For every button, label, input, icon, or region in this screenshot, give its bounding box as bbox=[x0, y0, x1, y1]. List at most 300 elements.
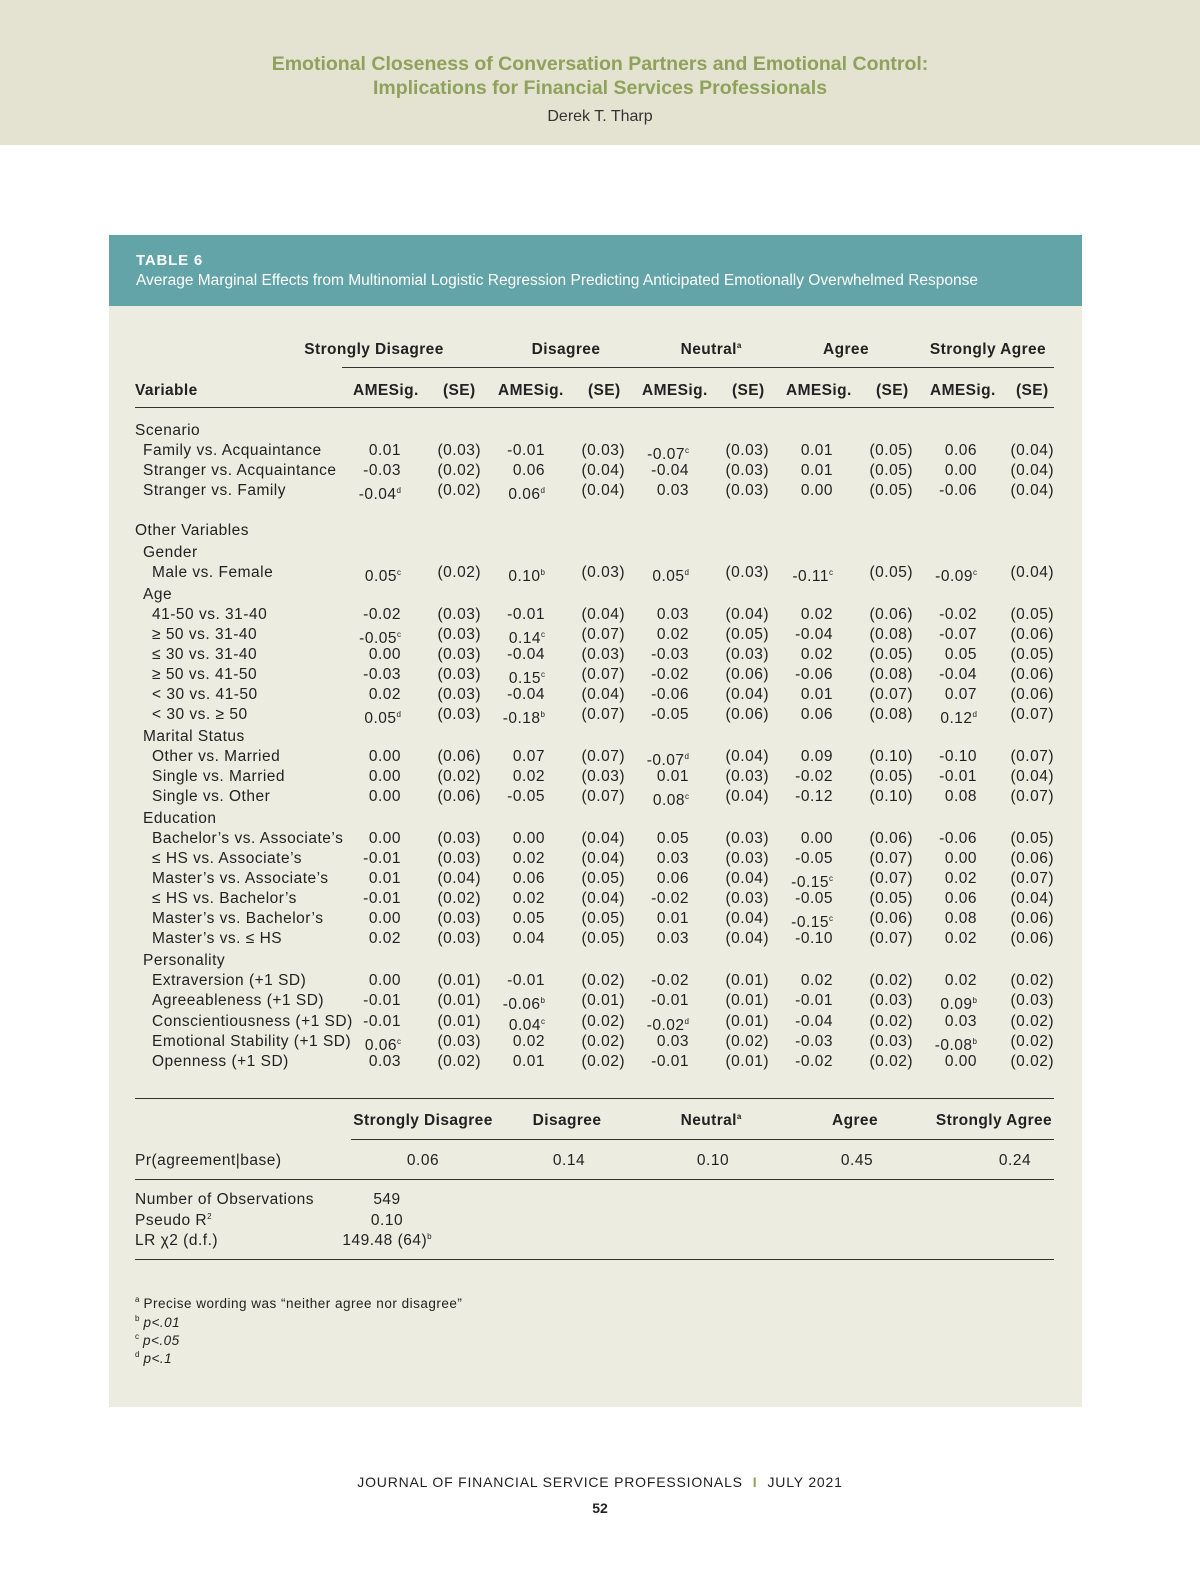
ame-number: 0.01 bbox=[800, 462, 833, 479]
row-label: Master’s vs. Bachelor’s bbox=[152, 910, 324, 927]
se-value: (0.05) bbox=[869, 482, 913, 499]
ame-number: 0.10 bbox=[508, 568, 541, 585]
ame-value bbox=[939, 481, 977, 501]
ame-value bbox=[945, 1052, 977, 1072]
ame-number: 0.02 bbox=[512, 850, 545, 867]
model-stat-label-text: LR χ2 (d.f.) bbox=[135, 1232, 219, 1249]
footnote-text: Precise wording was “neither agree nor disagree” bbox=[143, 1296, 463, 1311]
row-label: Stranger vs. Family bbox=[143, 482, 287, 499]
ame-value bbox=[651, 991, 689, 1011]
ame-number: 0.05 bbox=[364, 568, 397, 585]
se-value: (0.03) bbox=[869, 992, 913, 1009]
base-probability-value: 0.45 bbox=[840, 1152, 874, 1169]
se-value: (0.06) bbox=[437, 748, 481, 765]
se-value: (0.02) bbox=[869, 1053, 913, 1070]
base-probability-value: 0.06 bbox=[406, 1152, 440, 1169]
significance-mark: c bbox=[685, 446, 689, 455]
se-value: (0.04) bbox=[1010, 442, 1054, 459]
ame-number: -0.03 bbox=[363, 462, 401, 479]
ame-column-header: AMESig. bbox=[786, 382, 852, 399]
se-value: (0.07) bbox=[1010, 870, 1054, 887]
table-row bbox=[135, 1032, 1055, 1052]
ame-value bbox=[795, 1012, 833, 1032]
significance-mark: b bbox=[427, 1232, 432, 1241]
ame-value bbox=[513, 829, 545, 849]
ame-value bbox=[363, 889, 401, 909]
group-header-0 bbox=[284, 341, 464, 359]
se-value: (0.05) bbox=[869, 768, 913, 785]
ame-value bbox=[369, 909, 401, 929]
ame-value bbox=[801, 645, 833, 665]
ame-value bbox=[363, 605, 401, 625]
table-row bbox=[135, 909, 1055, 929]
ame-value bbox=[657, 849, 689, 869]
significance-mark: d bbox=[396, 486, 401, 495]
ame-number: 0.06 bbox=[512, 462, 545, 479]
ame-number: -0.02 bbox=[651, 890, 689, 907]
se-value: (0.03) bbox=[581, 768, 625, 785]
column-header-rule bbox=[135, 407, 1054, 408]
row-label: Single vs. Other bbox=[152, 788, 271, 805]
ame-value bbox=[651, 971, 689, 991]
ame-value bbox=[369, 685, 401, 705]
ame-value bbox=[945, 645, 977, 665]
se-value: (0.02) bbox=[437, 768, 481, 785]
se-value: (0.04) bbox=[1010, 768, 1054, 785]
ame-number: -0.06 bbox=[939, 482, 977, 499]
ame-value bbox=[795, 849, 833, 869]
se-value: (0.05) bbox=[1010, 646, 1054, 663]
ame-number: -0.01 bbox=[507, 606, 545, 623]
ame-number: -0.05 bbox=[507, 788, 545, 805]
ame-value bbox=[801, 481, 833, 501]
ame-value bbox=[651, 889, 689, 909]
table-caption-bar bbox=[109, 235, 1082, 306]
ame-value bbox=[651, 1052, 689, 1072]
se-value: (0.07) bbox=[581, 706, 625, 723]
table-section-row bbox=[135, 421, 1055, 441]
row-label: Marital Status bbox=[143, 728, 245, 745]
ame-number: 0.02 bbox=[368, 686, 401, 703]
row-label: Master’s vs. ≤ HS bbox=[152, 930, 283, 947]
row-label: Agreeableness (+1 SD) bbox=[152, 992, 325, 1009]
se-value: (0.03) bbox=[437, 646, 481, 663]
significance-mark: c bbox=[541, 670, 545, 679]
row-label: Stranger vs. Acquaintance bbox=[143, 462, 337, 479]
ame-value bbox=[503, 705, 545, 729]
base-group-header-footnote-mark: a bbox=[736, 1112, 742, 1121]
significance-mark: c bbox=[973, 568, 977, 577]
table-row bbox=[135, 665, 1055, 685]
significance-mark: c bbox=[685, 792, 689, 801]
model-stat-label-text: Pseudo R bbox=[135, 1212, 208, 1229]
ame-number: 0.00 bbox=[512, 830, 545, 847]
se-value: (0.04) bbox=[581, 890, 625, 907]
se-value: (0.05) bbox=[581, 910, 625, 927]
table-row bbox=[135, 563, 1055, 583]
model-stat-value bbox=[309, 1191, 465, 1209]
ame-number: 0.01 bbox=[368, 442, 401, 459]
group-header-4 bbox=[898, 341, 1078, 359]
se-value: (0.08) bbox=[869, 666, 913, 683]
se-value: (0.03) bbox=[1010, 992, 1054, 1009]
ame-number: -0.03 bbox=[795, 1033, 833, 1050]
se-value: (0.01) bbox=[725, 1013, 769, 1030]
se-value: (0.10) bbox=[869, 748, 913, 765]
ame-value bbox=[801, 705, 833, 725]
ame-number: -0.05 bbox=[795, 850, 833, 867]
se-value: (0.06) bbox=[869, 910, 913, 927]
se-value: (0.02) bbox=[1010, 1033, 1054, 1050]
ame-number: 0.06 bbox=[944, 442, 977, 459]
base-probability-value: 0.24 bbox=[998, 1152, 1032, 1169]
ame-number: -0.05 bbox=[795, 890, 833, 907]
significance-mark: c bbox=[829, 568, 833, 577]
table-row bbox=[135, 971, 1055, 991]
se-value: (0.04) bbox=[1010, 890, 1054, 907]
se-value: (0.04) bbox=[1010, 462, 1054, 479]
ame-number: 0.00 bbox=[368, 972, 401, 989]
ame-number: 0.06 bbox=[508, 486, 541, 503]
ame-value bbox=[945, 869, 977, 889]
variable-column-header: Variable bbox=[135, 382, 198, 399]
footnote-text: p<.1 bbox=[143, 1351, 173, 1366]
table-label: TABLE 6 bbox=[136, 252, 203, 269]
ame-number: -0.10 bbox=[795, 930, 833, 947]
se-value: (0.06) bbox=[1010, 686, 1054, 703]
base-group-header-4 bbox=[904, 1112, 1084, 1130]
ame-number: 0.07 bbox=[512, 748, 545, 765]
ame-number: -0.03 bbox=[363, 666, 401, 683]
se-value: (0.04) bbox=[1010, 564, 1054, 581]
ame-value bbox=[369, 829, 401, 849]
table-row bbox=[135, 929, 1055, 949]
se-value: (0.03) bbox=[437, 626, 481, 643]
se-value: (0.04) bbox=[1010, 482, 1054, 499]
se-value: (0.03) bbox=[437, 830, 481, 847]
ame-number: 0.05 bbox=[364, 710, 397, 727]
se-value: (0.03) bbox=[437, 706, 481, 723]
se-value: (0.03) bbox=[437, 686, 481, 703]
ame-number: 0.03 bbox=[944, 1013, 977, 1030]
ame-number: -0.09 bbox=[935, 568, 973, 585]
row-label: Family vs. Acquaintance bbox=[143, 442, 322, 459]
ame-value bbox=[657, 829, 689, 849]
ame-number: 0.02 bbox=[944, 930, 977, 947]
ame-number: -0.04 bbox=[507, 686, 545, 703]
ame-number: -0.01 bbox=[363, 992, 401, 1009]
ame-value bbox=[801, 461, 833, 481]
se-value: (0.03) bbox=[437, 930, 481, 947]
ame-number: 0.09 bbox=[800, 748, 833, 765]
ame-number: 0.08 bbox=[944, 788, 977, 805]
ame-value bbox=[939, 665, 977, 685]
ame-value bbox=[369, 1052, 401, 1072]
model-stat-value-text: 0.10 bbox=[370, 1212, 404, 1229]
se-value: (0.03) bbox=[725, 646, 769, 663]
table-row bbox=[135, 481, 1055, 501]
ame-number: 0.02 bbox=[944, 972, 977, 989]
ame-number: -0.04 bbox=[939, 666, 977, 683]
table-section-row bbox=[135, 521, 1055, 541]
se-value: (0.01) bbox=[437, 972, 481, 989]
ame-number: 0.01 bbox=[800, 442, 833, 459]
page-number: 52 bbox=[592, 1500, 608, 1516]
ame-value bbox=[513, 1052, 545, 1072]
ame-number: 0.02 bbox=[512, 890, 545, 907]
se-value: (0.07) bbox=[869, 850, 913, 867]
footnote-mark: d bbox=[135, 1350, 140, 1359]
se-value: (0.01) bbox=[437, 992, 481, 1009]
ame-value bbox=[507, 787, 545, 807]
row-label: ≤ HS vs. Bachelor’s bbox=[152, 890, 297, 907]
ame-value bbox=[657, 1032, 689, 1052]
footnote bbox=[135, 1291, 462, 1313]
se-value: (0.03) bbox=[581, 564, 625, 581]
se-value: (0.02) bbox=[1010, 1013, 1054, 1030]
ame-value bbox=[513, 909, 545, 929]
se-value: (0.02) bbox=[581, 1053, 625, 1070]
ame-number: 0.00 bbox=[944, 462, 977, 479]
article-header bbox=[0, 0, 1200, 145]
ame-value bbox=[513, 747, 545, 767]
row-label: Emotional Stability (+1 SD) bbox=[152, 1033, 352, 1050]
ame-value bbox=[369, 767, 401, 787]
row-label: Age bbox=[143, 586, 173, 603]
se-value: (0.07) bbox=[869, 930, 913, 947]
ame-value bbox=[945, 849, 977, 869]
se-value: (0.06) bbox=[725, 706, 769, 723]
ame-value bbox=[945, 929, 977, 949]
ame-number: 0.01 bbox=[656, 910, 689, 927]
base-values-rule bbox=[135, 1179, 1054, 1180]
ame-value bbox=[792, 563, 833, 587]
row-label: Conscientiousness (+1 SD) bbox=[152, 1013, 353, 1030]
ame-value bbox=[507, 685, 545, 705]
ame-number: 0.00 bbox=[368, 788, 401, 805]
ame-number: 0.05 bbox=[512, 910, 545, 927]
ame-number: -0.06 bbox=[939, 830, 977, 847]
se-value: (0.03) bbox=[725, 830, 769, 847]
row-label: Extraversion (+1 SD) bbox=[152, 972, 307, 989]
significance-mark: b bbox=[540, 568, 545, 577]
ame-value bbox=[513, 767, 545, 787]
group-header-label: Strongly Agree bbox=[929, 341, 1047, 358]
se-value: (0.02) bbox=[437, 482, 481, 499]
ame-value bbox=[507, 605, 545, 625]
se-value: (0.08) bbox=[869, 706, 913, 723]
ame-value bbox=[653, 787, 689, 811]
ame-number: 0.06 bbox=[364, 1037, 397, 1054]
se-value: (0.02) bbox=[581, 972, 625, 989]
se-value: (0.05) bbox=[869, 462, 913, 479]
se-value: (0.05) bbox=[869, 890, 913, 907]
se-value: (0.04) bbox=[725, 606, 769, 623]
se-value: (0.05) bbox=[725, 626, 769, 643]
significance-mark: c bbox=[397, 630, 401, 639]
ame-number: -0.08 bbox=[934, 1037, 973, 1054]
ame-value bbox=[940, 705, 977, 729]
row-label: Bachelor’s vs. Associate’s bbox=[152, 830, 344, 847]
footnote-mark: c bbox=[135, 1332, 139, 1341]
ame-value bbox=[657, 625, 689, 645]
ame-number: -0.02 bbox=[795, 768, 833, 785]
significance-mark: b bbox=[972, 996, 977, 1005]
footnote bbox=[135, 1346, 172, 1368]
row-label: ≤ HS vs. Associate’s bbox=[152, 850, 303, 867]
stats-bottom-rule bbox=[135, 1259, 1054, 1260]
ame-value bbox=[939, 767, 977, 787]
se-value: (0.03) bbox=[581, 646, 625, 663]
se-value: (0.06) bbox=[1010, 666, 1054, 683]
ame-value bbox=[945, 461, 977, 481]
ame-value bbox=[369, 645, 401, 665]
se-value: (0.07) bbox=[869, 686, 913, 703]
ame-number: 0.06 bbox=[656, 870, 689, 887]
model-stat-value-text: 149.48 (64) bbox=[342, 1232, 428, 1249]
se-value: (0.04) bbox=[725, 748, 769, 765]
bottom-section-top-rule bbox=[135, 1098, 1054, 1099]
se-value: (0.08) bbox=[869, 626, 913, 643]
ame-column-header: AMESig. bbox=[353, 382, 419, 399]
se-column-header: (SE) bbox=[876, 382, 909, 399]
se-value: (0.06) bbox=[869, 830, 913, 847]
group-header-label: Agree bbox=[823, 341, 869, 358]
ame-number: -0.02 bbox=[363, 606, 401, 623]
row-label: < 30 vs. ≥ 50 bbox=[152, 706, 248, 723]
row-label: Personality bbox=[143, 952, 226, 969]
group-header-label: Strongly Disagree bbox=[304, 341, 444, 358]
table-caption: Average Marginal Effects from Multinomial Logistic Regression Predicting Anticipated Emotionally Overwhelmed Response bbox=[136, 272, 978, 289]
base-probability-value: 0.14 bbox=[552, 1152, 586, 1169]
ame-value bbox=[369, 747, 401, 767]
se-value: (0.02) bbox=[725, 1033, 769, 1050]
ame-number: -0.01 bbox=[795, 992, 833, 1009]
table-section-row bbox=[135, 809, 1055, 829]
row-label: Other Variables bbox=[135, 522, 250, 539]
se-value: (0.05) bbox=[581, 930, 625, 947]
se-value: (0.07) bbox=[581, 666, 625, 683]
ame-value bbox=[935, 563, 977, 587]
footnote-mark: b bbox=[135, 1314, 140, 1323]
se-value: (0.07) bbox=[869, 870, 913, 887]
se-column-header: (SE) bbox=[1016, 382, 1049, 399]
ame-number: 0.06 bbox=[512, 870, 545, 887]
row-label: ≤ 30 vs. 31-40 bbox=[152, 646, 258, 663]
ame-value bbox=[363, 849, 401, 869]
model-stat-value bbox=[309, 1232, 465, 1250]
ame-value bbox=[369, 929, 401, 949]
row-label: 41-50 vs. 31-40 bbox=[152, 606, 268, 623]
ame-number: 0.06 bbox=[800, 706, 833, 723]
row-label: Gender bbox=[143, 544, 198, 561]
ame-value bbox=[801, 747, 833, 767]
significance-mark: d bbox=[396, 710, 401, 719]
se-value: (0.07) bbox=[581, 788, 625, 805]
ame-value bbox=[801, 605, 833, 625]
model-stat-label bbox=[135, 1232, 218, 1250]
se-value: (0.04) bbox=[725, 910, 769, 927]
ame-value bbox=[795, 991, 833, 1011]
ame-value bbox=[945, 1012, 977, 1032]
table-row bbox=[135, 747, 1055, 767]
ame-number: -0.05 bbox=[651, 706, 689, 723]
ame-value bbox=[795, 787, 833, 807]
ame-value bbox=[657, 909, 689, 929]
ame-number: -0.01 bbox=[363, 1013, 401, 1030]
table-row bbox=[135, 625, 1055, 645]
ame-number: 0.08 bbox=[944, 910, 977, 927]
se-column-header: (SE) bbox=[443, 382, 476, 399]
se-value: (0.01) bbox=[725, 972, 769, 989]
table-row bbox=[135, 869, 1055, 889]
ame-number: 0.02 bbox=[512, 768, 545, 785]
significance-mark: d bbox=[684, 1017, 689, 1026]
se-value: (0.01) bbox=[581, 992, 625, 1009]
se-value: (0.04) bbox=[581, 686, 625, 703]
se-value: (0.05) bbox=[869, 564, 913, 581]
ame-number: 0.08 bbox=[652, 792, 685, 809]
table-row bbox=[135, 1052, 1055, 1072]
ame-number: 0.00 bbox=[944, 1053, 977, 1070]
base-probability-label: Pr(agreement|base) bbox=[135, 1152, 282, 1169]
se-column-header: (SE) bbox=[588, 382, 621, 399]
significance-mark: c bbox=[397, 568, 401, 577]
se-value: (0.04) bbox=[581, 850, 625, 867]
article-title-line2: Implications for Financial Services Professionals bbox=[372, 77, 828, 99]
group-header-label: Disagree bbox=[531, 341, 601, 358]
ame-value bbox=[945, 889, 977, 909]
table-section-row bbox=[135, 543, 1055, 563]
ame-number: -0.11 bbox=[792, 568, 829, 585]
se-value: (0.02) bbox=[437, 890, 481, 907]
ame-number: -0.10 bbox=[939, 748, 977, 765]
ame-number: 0.01 bbox=[656, 768, 689, 785]
se-value: (0.07) bbox=[581, 626, 625, 643]
se-value: (0.03) bbox=[437, 666, 481, 683]
footnote-text: p<.05 bbox=[143, 1333, 180, 1348]
ame-column-header: AMESig. bbox=[498, 382, 564, 399]
significance-mark: b bbox=[972, 1037, 977, 1046]
ame-value bbox=[795, 625, 833, 645]
table-row bbox=[135, 991, 1055, 1011]
se-value: (0.04) bbox=[581, 830, 625, 847]
table-row bbox=[135, 645, 1055, 665]
ame-value bbox=[513, 869, 545, 889]
ame-number: -0.01 bbox=[507, 972, 545, 989]
ame-value bbox=[657, 605, 689, 625]
se-value: (0.03) bbox=[725, 482, 769, 499]
ame-value bbox=[795, 929, 833, 949]
table-section-row bbox=[135, 951, 1055, 971]
ame-value bbox=[507, 971, 545, 991]
se-value: (0.04) bbox=[725, 686, 769, 703]
base-group-header-label: Neutral bbox=[680, 1112, 737, 1129]
row-label: ≥ 50 vs. 41-50 bbox=[152, 666, 258, 683]
ame-number: 0.02 bbox=[656, 626, 689, 643]
row-label: Male vs. Female bbox=[152, 564, 274, 581]
table-row bbox=[135, 441, 1055, 461]
ame-number: 0.00 bbox=[944, 850, 977, 867]
se-value: (0.03) bbox=[725, 442, 769, 459]
se-value: (0.03) bbox=[725, 462, 769, 479]
base-header-rule bbox=[351, 1139, 1054, 1140]
row-label: Openness (+1 SD) bbox=[152, 1053, 289, 1070]
ame-value bbox=[795, 767, 833, 787]
issue-date: JULY 2021 bbox=[767, 1474, 843, 1490]
ame-number: -0.04 bbox=[795, 626, 833, 643]
row-label: Other vs. Married bbox=[152, 748, 281, 765]
